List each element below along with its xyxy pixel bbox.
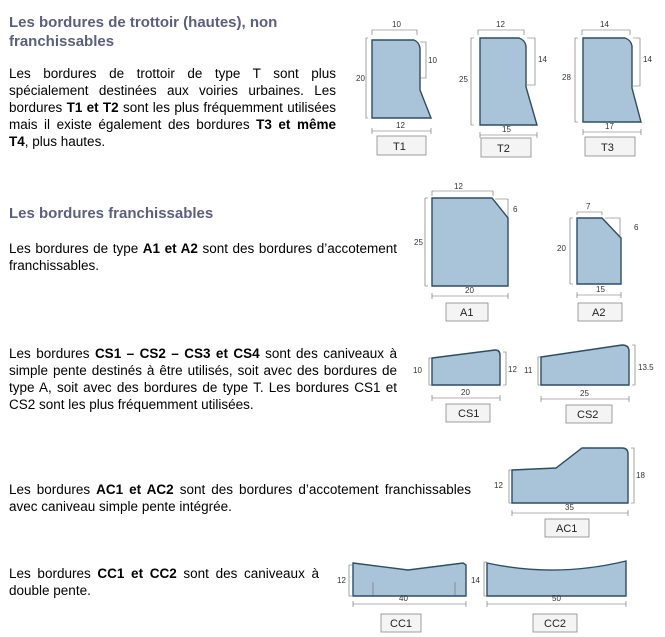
dim-height: 25 <box>459 75 468 84</box>
section-title-franchissables: Les bordures franchissables <box>9 205 214 222</box>
text: , plus hautes. <box>24 134 106 149</box>
dim-height: 25 <box>414 238 423 247</box>
figure-a1 <box>414 182 518 321</box>
figure-cc1 <box>337 563 466 632</box>
figure-t1 <box>356 20 437 155</box>
profile-cc1 <box>353 563 466 596</box>
text: Les bordures <box>9 566 98 581</box>
dim-base: 25 <box>580 389 589 398</box>
figure-ac1 <box>494 448 645 537</box>
dim-left: 14 <box>471 576 480 585</box>
figure-label: A1 <box>460 307 474 319</box>
figure-label: T1 <box>393 141 406 153</box>
dim-left: 10 <box>413 366 422 375</box>
profile-t3 <box>583 38 641 122</box>
bold-text: AC1 et AC2 <box>96 482 174 497</box>
figure-t2 <box>459 20 547 157</box>
dim-right: 14 <box>538 55 547 64</box>
dim-base: 15 <box>596 285 605 294</box>
dim-base: 20 <box>461 388 470 397</box>
text: sont des caniveaux à double pente. <box>9 566 319 598</box>
dim-height: 28 <box>562 73 571 82</box>
dim-base: 20 <box>465 286 474 295</box>
dim-right: 18 <box>636 471 645 480</box>
dim-height: 20 <box>557 244 566 253</box>
text: Les bordures de type <box>9 241 143 256</box>
figure-label: T2 <box>497 143 510 155</box>
dim-right: 10 <box>428 56 437 65</box>
dim-left: 12 <box>494 481 503 490</box>
profile-a2 <box>577 218 621 284</box>
dim-top: 10 <box>392 20 401 29</box>
figure-cs1 <box>413 350 517 422</box>
dim-top: 12 <box>496 20 505 29</box>
dim-left: 11 <box>524 366 533 375</box>
dim-base: 17 <box>605 122 614 131</box>
bold-text: A1 et A2 <box>142 241 198 256</box>
dim-right: 12 <box>508 365 517 374</box>
figure-label: CC1 <box>390 618 413 630</box>
dim-right: 14 <box>643 55 652 64</box>
text: sont des bordures d’accotement franchissables avec caniveau simple pente intégrée. <box>9 482 471 514</box>
figure-label: CS2 <box>577 409 599 421</box>
figure-cs2 <box>524 345 654 423</box>
figure-label: A2 <box>592 307 606 319</box>
figure-a2 <box>557 202 639 321</box>
text: sont des caniveaux à simple pente destinés à être utilisés, soit avec des bordures de type A, soit avec des bordures de type T. Les bordures CS1 et CS2 sont les plus fréquemment utilisées. <box>9 346 397 412</box>
text: sont les plus fréquemment utilisées mais il existe également des bordures <box>9 100 336 132</box>
bold-text: CS1 – CS2 – CS3 et CS4 <box>94 346 260 361</box>
figure-t3 <box>562 20 652 156</box>
figure-label: T3 <box>601 142 614 154</box>
profile-cs2 <box>541 345 629 385</box>
dim-left: 12 <box>337 576 346 585</box>
figure-label: CS1 <box>458 408 480 420</box>
dim-right: 6 <box>634 223 639 232</box>
dim-top: 7 <box>586 202 591 211</box>
bold-text: CC1 et CC2 <box>97 566 177 581</box>
dim-base: 40 <box>399 594 408 603</box>
dim-right: 6 <box>513 205 518 214</box>
text: Les bordures de trottoir de type T sont plus spécialement destinées aux voiries urbaines. Les bordures <box>9 66 336 115</box>
figure-cc2 <box>471 561 626 632</box>
text: Les bordures <box>9 346 95 361</box>
section-title-non-franchissables: Les bordures de trottoir (hautes), non franchissables <box>9 14 278 50</box>
dim-base: 12 <box>396 121 405 130</box>
figure-label: CC2 <box>544 618 567 630</box>
profile-t1 <box>372 40 431 118</box>
figure-label: AC1 <box>556 523 578 535</box>
profile-t2 <box>480 38 537 125</box>
dim-top: 12 <box>454 182 463 191</box>
dim-base: 35 <box>565 503 574 512</box>
profile-a1 <box>432 198 508 286</box>
profile-ac1 <box>512 448 628 503</box>
profile-cs1 <box>432 350 500 385</box>
bold-text: T3 et même T4 <box>9 117 336 149</box>
dim-base: 50 <box>552 594 561 603</box>
dim-height: 20 <box>356 74 365 83</box>
text: sont des bordures d’accotement franchissables. <box>9 241 397 273</box>
dim-right: 13.5 <box>638 363 654 372</box>
profile-cc2 <box>487 561 626 596</box>
dim-base: 15 <box>502 125 511 134</box>
dim-top: 14 <box>600 20 609 29</box>
bold-text: T1 et T2 <box>66 100 119 115</box>
text: Les bordures <box>9 482 97 497</box>
